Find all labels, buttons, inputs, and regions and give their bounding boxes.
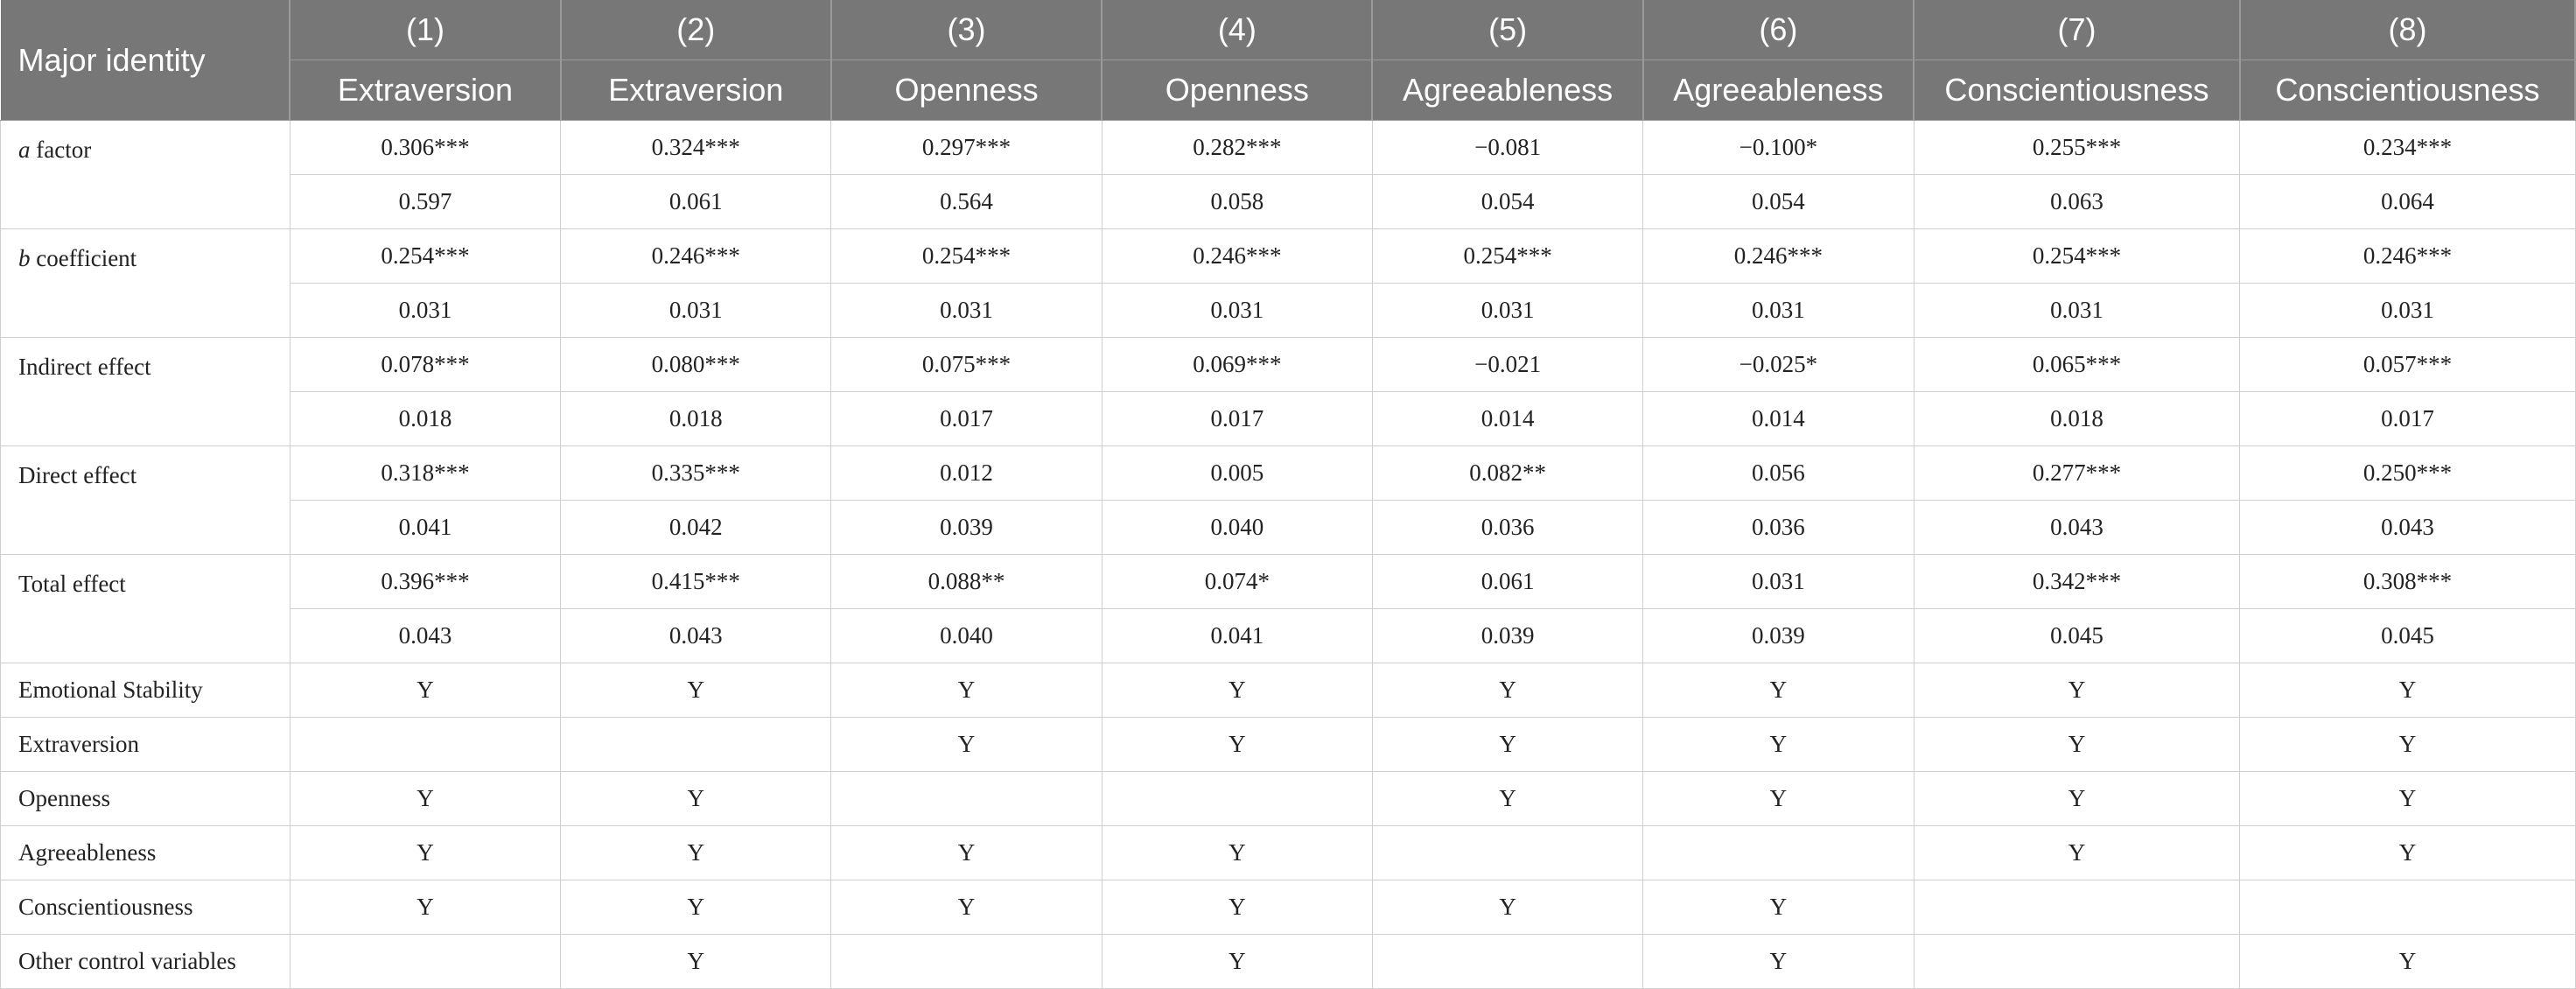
- row-label-text: coefficient: [30, 245, 137, 271]
- control-label: Conscientiousness: [1, 880, 290, 935]
- control-row: [1, 663, 2576, 718]
- standard-error-cell: 0.018: [290, 392, 560, 446]
- coefficient-cell: 0.282***: [1102, 121, 1372, 175]
- coefficient-cell: 0.069***: [1102, 338, 1372, 392]
- coefficient-cell: 0.012: [831, 446, 1102, 501]
- control-cell: Y: [1102, 880, 1372, 935]
- coefficient-cell: 0.277***: [1914, 446, 2240, 501]
- coefficient-cell: 0.061: [1372, 555, 1642, 609]
- control-cell: Y: [1914, 663, 2240, 718]
- table-body: [1, 121, 2576, 989]
- standard-error-cell: 0.564: [831, 175, 1102, 229]
- standard-error-cell: 0.031: [1914, 284, 2240, 338]
- standard-error-cell: 0.064: [2240, 175, 2575, 229]
- standard-error-cell: 0.054: [1372, 175, 1642, 229]
- control-row: [1, 880, 2576, 935]
- coefficient-cell: 0.080***: [561, 338, 831, 392]
- coefficient-row: [1, 446, 2576, 501]
- control-cell: [831, 935, 1102, 989]
- standard-error-cell: 0.063: [1914, 175, 2240, 229]
- control-cell: Y: [561, 880, 831, 935]
- coefficient-cell: −0.021: [1372, 338, 1642, 392]
- coefficient-cell: −0.100*: [1643, 121, 1914, 175]
- standard-error-row: [1, 392, 2576, 446]
- control-cell: [1372, 935, 1642, 989]
- control-cell: [290, 935, 560, 989]
- control-row: [1, 718, 2576, 772]
- model-trait-header: Agreeableness: [1372, 60, 1642, 121]
- control-cell: Y: [561, 935, 831, 989]
- standard-error-cell: 0.045: [2240, 609, 2575, 663]
- coefficient-cell: 0.306***: [290, 121, 560, 175]
- model-trait-header: Agreeableness: [1643, 60, 1914, 121]
- control-cell: [2240, 880, 2575, 935]
- control-cell: Y: [831, 826, 1102, 880]
- table-header: [1, 0, 2576, 121]
- control-cell: Y: [561, 663, 831, 718]
- coefficient-cell: 0.255***: [1914, 121, 2240, 175]
- control-cell: Y: [290, 663, 560, 718]
- standard-error-cell: 0.031: [1643, 284, 1914, 338]
- standard-error-cell: 0.058: [1102, 175, 1372, 229]
- control-cell: Y: [831, 880, 1102, 935]
- model-trait-header: Extraversion: [561, 60, 831, 121]
- control-cell: Y: [561, 826, 831, 880]
- coefficient-cell: 0.246***: [1643, 229, 1914, 284]
- model-trait-header: Openness: [831, 60, 1102, 121]
- control-cell: [290, 718, 560, 772]
- control-cell: Y: [1102, 826, 1372, 880]
- control-cell: [1102, 772, 1372, 826]
- standard-error-cell: 0.040: [1102, 501, 1372, 555]
- control-cell: Y: [1102, 663, 1372, 718]
- coefficient-cell: 0.254***: [831, 229, 1102, 284]
- header-row-model-numbers: [1, 0, 2576, 60]
- standard-error-cell: 0.031: [1102, 284, 1372, 338]
- model-number-header: (7): [1914, 0, 2240, 60]
- coefficient-cell: 0.078***: [290, 338, 560, 392]
- coefficient-cell: 0.415***: [561, 555, 831, 609]
- control-cell: Y: [2240, 935, 2575, 989]
- coefficient-row: [1, 229, 2576, 284]
- coefficient-cell: 0.088**: [831, 555, 1102, 609]
- standard-error-cell: 0.042: [561, 501, 831, 555]
- standard-error-row: [1, 609, 2576, 663]
- row-label: [1, 229, 290, 338]
- coefficient-cell: 0.335***: [561, 446, 831, 501]
- coefficient-cell: 0.005: [1102, 446, 1372, 501]
- control-cell: Y: [290, 880, 560, 935]
- coefficient-row: [1, 121, 2576, 175]
- row-label-italic: b: [18, 245, 31, 271]
- coefficient-cell: 0.246***: [561, 229, 831, 284]
- standard-error-cell: 0.014: [1372, 392, 1642, 446]
- control-label: Agreeableness: [1, 826, 290, 880]
- coefficient-cell: 0.250***: [2240, 446, 2575, 501]
- coefficient-cell: 0.065***: [1914, 338, 2240, 392]
- control-cell: Y: [1372, 880, 1642, 935]
- standard-error-cell: 0.041: [1102, 609, 1372, 663]
- model-trait-header: Extraversion: [290, 60, 560, 121]
- control-cell: Y: [1643, 663, 1914, 718]
- control-cell: Y: [1102, 718, 1372, 772]
- control-label: Emotional Stability: [1, 663, 290, 718]
- standard-error-cell: 0.043: [2240, 501, 2575, 555]
- control-cell: Y: [1914, 826, 2240, 880]
- standard-error-cell: 0.039: [1643, 609, 1914, 663]
- control-row: [1, 772, 2576, 826]
- control-cell: Y: [831, 663, 1102, 718]
- control-cell: [1372, 826, 1642, 880]
- coefficient-cell: 0.254***: [290, 229, 560, 284]
- model-number-header: (2): [561, 0, 831, 60]
- control-cell: Y: [1643, 772, 1914, 826]
- control-cell: [831, 772, 1102, 826]
- model-number-header: (6): [1643, 0, 1914, 60]
- coefficient-row: [1, 338, 2576, 392]
- standard-error-cell: 0.031: [561, 284, 831, 338]
- control-cell: Y: [1372, 718, 1642, 772]
- model-number-header: (4): [1102, 0, 1372, 60]
- control-cell: Y: [1914, 772, 2240, 826]
- control-cell: [561, 718, 831, 772]
- corner-label: Major identity: [1, 0, 290, 121]
- header-row-model-traits: [1, 60, 2576, 121]
- standard-error-cell: 0.041: [290, 501, 560, 555]
- coefficient-cell: 0.342***: [1914, 555, 2240, 609]
- coefficient-cell: 0.057***: [2240, 338, 2575, 392]
- control-cell: Y: [831, 718, 1102, 772]
- row-label-text: Total effect: [18, 571, 126, 597]
- control-cell: Y: [2240, 663, 2575, 718]
- control-cell: Y: [290, 826, 560, 880]
- standard-error-cell: 0.018: [1914, 392, 2240, 446]
- standard-error-cell: 0.031: [290, 284, 560, 338]
- standard-error-cell: 0.043: [561, 609, 831, 663]
- model-trait-header: Conscientiousness: [2240, 60, 2575, 121]
- control-cell: Y: [561, 772, 831, 826]
- control-cell: Y: [2240, 718, 2575, 772]
- standard-error-row: [1, 501, 2576, 555]
- standard-error-cell: 0.039: [1372, 609, 1642, 663]
- control-cell: Y: [1643, 718, 1914, 772]
- standard-error-cell: 0.061: [561, 175, 831, 229]
- standard-error-cell: 0.043: [1914, 501, 2240, 555]
- standard-error-cell: 0.045: [1914, 609, 2240, 663]
- standard-error-cell: 0.031: [2240, 284, 2575, 338]
- row-label-text: Indirect effect: [18, 354, 151, 380]
- coefficient-cell: 0.246***: [2240, 229, 2575, 284]
- standard-error-cell: 0.039: [831, 501, 1102, 555]
- standard-error-cell: 0.040: [831, 609, 1102, 663]
- coefficient-cell: −0.025*: [1643, 338, 1914, 392]
- model-trait-header: Conscientiousness: [1914, 60, 2240, 121]
- row-label-italic: a: [18, 137, 31, 163]
- model-number-header: (5): [1372, 0, 1642, 60]
- model-number-header: (1): [290, 0, 560, 60]
- control-cell: Y: [290, 772, 560, 826]
- control-cell: [1914, 935, 2240, 989]
- coefficient-cell: 0.318***: [290, 446, 560, 501]
- coefficient-cell: 0.246***: [1102, 229, 1372, 284]
- control-cell: Y: [1643, 935, 1914, 989]
- standard-error-cell: 0.031: [1372, 284, 1642, 338]
- control-cell: [1643, 826, 1914, 880]
- control-cell: Y: [1102, 935, 1372, 989]
- coefficient-cell: 0.056: [1643, 446, 1914, 501]
- control-cell: Y: [1643, 880, 1914, 935]
- row-label: [1, 446, 290, 555]
- standard-error-cell: 0.017: [1102, 392, 1372, 446]
- control-cell: Y: [1372, 772, 1642, 826]
- coefficient-cell: 0.297***: [831, 121, 1102, 175]
- control-row: [1, 826, 2576, 880]
- control-cell: Y: [2240, 772, 2575, 826]
- coefficient-row: [1, 555, 2576, 609]
- row-label-text: Direct effect: [18, 462, 137, 488]
- model-trait-header: Openness: [1102, 60, 1372, 121]
- coefficient-cell: −0.081: [1372, 121, 1642, 175]
- row-label-text: factor: [30, 137, 92, 163]
- row-label: [1, 338, 290, 446]
- coefficient-cell: 0.254***: [1372, 229, 1642, 284]
- row-label: [1, 121, 290, 229]
- coefficient-cell: 0.308***: [2240, 555, 2575, 609]
- model-number-header: (3): [831, 0, 1102, 60]
- coefficient-cell: 0.031: [1643, 555, 1914, 609]
- standard-error-row: [1, 175, 2576, 229]
- standard-error-cell: 0.031: [831, 284, 1102, 338]
- model-number-header: (8): [2240, 0, 2575, 60]
- coefficient-cell: 0.075***: [831, 338, 1102, 392]
- control-cell: [1914, 880, 2240, 935]
- coefficient-cell: 0.324***: [561, 121, 831, 175]
- coefficient-cell: 0.074*: [1102, 555, 1372, 609]
- control-label: Extraversion: [1, 718, 290, 772]
- control-row: [1, 935, 2576, 989]
- control-label: Other control variables: [1, 935, 290, 989]
- control-cell: Y: [1914, 718, 2240, 772]
- coefficient-cell: 0.396***: [290, 555, 560, 609]
- control-label: Openness: [1, 772, 290, 826]
- standard-error-cell: 0.014: [1643, 392, 1914, 446]
- control-cell: Y: [1372, 663, 1642, 718]
- coefficient-cell: 0.082**: [1372, 446, 1642, 501]
- standard-error-cell: 0.017: [2240, 392, 2575, 446]
- standard-error-cell: 0.036: [1372, 501, 1642, 555]
- standard-error-cell: 0.018: [561, 392, 831, 446]
- control-cell: Y: [2240, 826, 2575, 880]
- standard-error-cell: 0.036: [1643, 501, 1914, 555]
- standard-error-cell: 0.054: [1643, 175, 1914, 229]
- standard-error-row: [1, 284, 2576, 338]
- standard-error-cell: 0.043: [290, 609, 560, 663]
- coefficient-cell: 0.254***: [1914, 229, 2240, 284]
- standard-error-cell: 0.597: [290, 175, 560, 229]
- row-label: [1, 555, 290, 663]
- coefficient-cell: 0.234***: [2240, 121, 2575, 175]
- standard-error-cell: 0.017: [831, 392, 1102, 446]
